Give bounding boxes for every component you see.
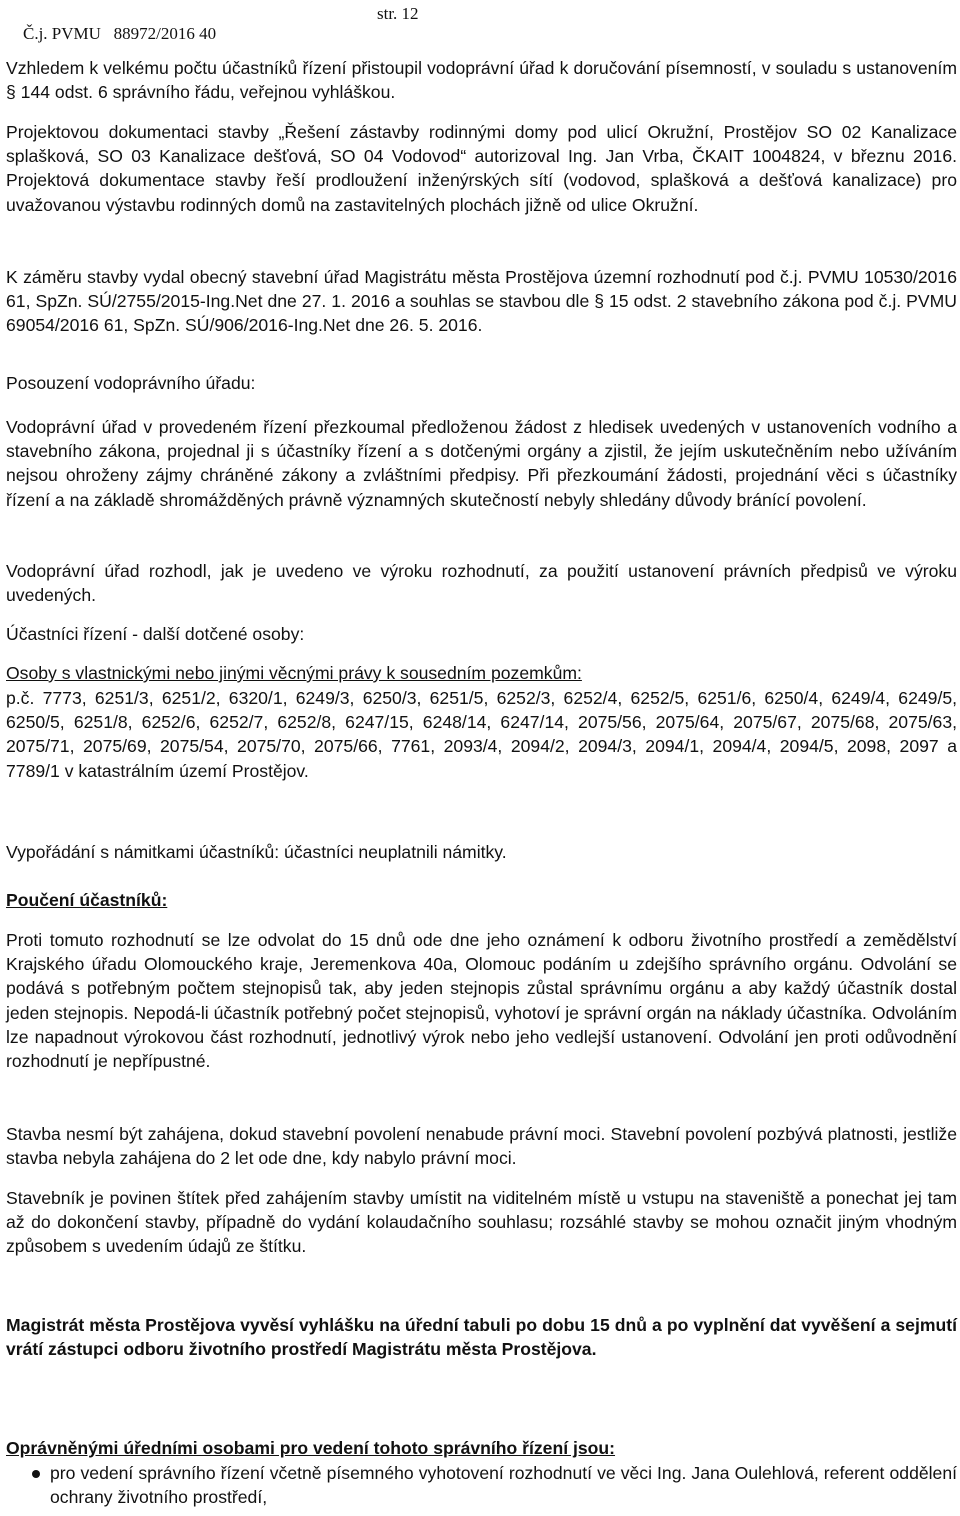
paragraph-permit-validity: Stavba nesmí být zahájena, dokud stavební povolení nenabude právní moci. Stavební povolení pozbývá platnosti, jestliže stavba nebyla zahájena do 2 let ode dne, kdy nabylo právní moci. (6, 1124, 957, 1169)
heading-assessment: Posouzení vodoprávního úřadu: (6, 373, 256, 393)
heading-participants: Účastníci řízení - další dotčené osoby: (6, 624, 305, 644)
reference-number: Č.j. PVMU 88972/2016 40 (23, 24, 217, 43)
heading-instructions: Poučení účastníků: (6, 890, 168, 910)
paragraph-sign: Stavebník je povinen štítek před zahájením stavby umístit na viditelném místě u vstupu na staveniště a ponechat jej tam až do dokončení stavby, případně do vydání kolaudačního souhlasu; rozsáhlé stavby se mohou označit jiným vhodným způsobem s uvedením údajů ze štítku. (6, 1188, 957, 1257)
paragraph-objections: Vypořádání s námitkami účastníků: účastníci neuplatnili námitky. (6, 842, 507, 862)
paragraph-assessment: Vodoprávní úřad v provedeném řízení přezkoumal předloženou žádost z hledisek uvedených v ustanoveních vodního a stavebního zákona, projednal ji s účastníky řízení a s dotčenými orgány a zjistil, že jejím uskutečněním nebo užíváním nejsou ohroženy zájmy chráněné zákony a zvláštními předpisy. Při přezkoumání žádosti, projednání věci s účastníky řízení a na základě shromážděných právně významných skutečností nebyly shledány důvody bránící povolení. (6, 417, 957, 510)
paragraph-notice-board: Magistrát města Prostějova vyvěsí vyhlášku na úřední tabuli po dobu 15 dnů a po vyplnění dat vyvěšení a sejmutí vrátí zástupci odboru životního prostředí Magistrátu města Prostějova. (6, 1315, 957, 1360)
heading-authorized-persons: Oprávněnými úředními osobami pro vedení tohoto správního řízení jsou: (6, 1438, 616, 1458)
list-item-authorized-person: pro vedení správního řízení včetně písemného vyhotovení rozhodnutí ve věci Ing. Jana Oulehlová, referent oddělení ochrany životního prostředí, (50, 1463, 957, 1508)
paragraph-zoning-decision: K záměru stavby vydal obecný stavební úřad Magistrátu města Prostějova územní rozhodnutí pod č.j. PVMU 10530/2016 61, SpZn. SÚ/2755/2015-Ing.Net dne 27. 1. 2016 a souhlas se stavbou dle § 15 odst. 2 stavebního zákona pod č.j. PVMU 69054/2016 61, SpZn. SÚ/906/2016-Ing.Net dne 26. 5. 2016. (6, 267, 957, 336)
heading-owners: Osoby s vlastnickými nebo jinými věcnými právy k sousedním pozemkům: (6, 663, 582, 683)
paragraph-parcels: p.č. 7773, 6251/3, 6251/2, 6320/1, 6249/3, 6250/3, 6251/5, 6252/3, 6252/4, 6252/5, 6251/6, 6250/4, 6249/4, 6249/5, 6250/5, 6251/8, 6252/6, 6252/7, 6252/8, 6247/15, 6248/14, 6247/14, 2075/56, 2075/64, 2075/67, 2075/68, 2075/63, 2075/71, 2075/69, 2075/54, 2075/70, 2075/66, 7761, 2093/4, 2094/2, 2094/3, 2094/1, 2094/4, 2094/5, 2098, 2097 a 7789/1 v katastrálním území Prostějov. (6, 688, 957, 781)
bullet-icon (32, 1470, 40, 1478)
paragraph-project-documentation: Projektovou dokumentaci stavby „Řešení zástavby rodinnými domy pod ulicí Okružní, Prostějov SO 02 Kanalizace splašková, SO 03 Kanalizace dešťová, SO 04 Vodovod“ autorizoval Ing. Jan Vrba, ČKAIT 1004824, v březnu 2016. Projektová dokumentace stavby řeší prodloužení inženýrských sítí (vodovod, splašková a dešťová kanalizace) pro uvažovanou výstavbu rodinných domů na zastavitelných plochách jižně od ulice Okružní. (6, 122, 957, 215)
paragraph-delivery: Vzhledem k velkému počtu účastníků řízení přistoupil vodoprávní úřad k doručování písemností, v souladu s ustanovením § 144 odst. 6 správního řádu, veřejnou vyhláškou. (6, 58, 957, 103)
page-number: str. 12 (377, 4, 419, 23)
paragraph-decision: Vodoprávní úřad rozhodl, jak je uvedeno ve výroku rozhodnutí, za použití ustanovení právních předpisů ve výroku uvedených. (6, 561, 957, 606)
paragraph-appeal: Proti tomuto rozhodnutí se lze odvolat do 15 dnů ode dne jeho oznámení k odboru životního prostředí a zemědělství Krajského úřadu Olomouckého kraje, Jeremenkova 40a, Olomouc podáním u zdejšího správního orgánu. Odvolání se podává s potřebným počtem stejnopisů tak, aby jeden stejnopis zůstal správnímu orgánu a aby každý účastník dostal jeden stejnopis. Nepodá-li účastník potřebný počet stejnopisů, vyhotoví je správní orgán na náklady účastníka. Odvoláním lze napadnout výrokovou část rozhodnutí, jednotlivý výrok nebo jeho vedlejší ustanovení. Odvolání jen proti odůvodnění rozhodnutí je nepřípustné. (6, 930, 957, 1072)
